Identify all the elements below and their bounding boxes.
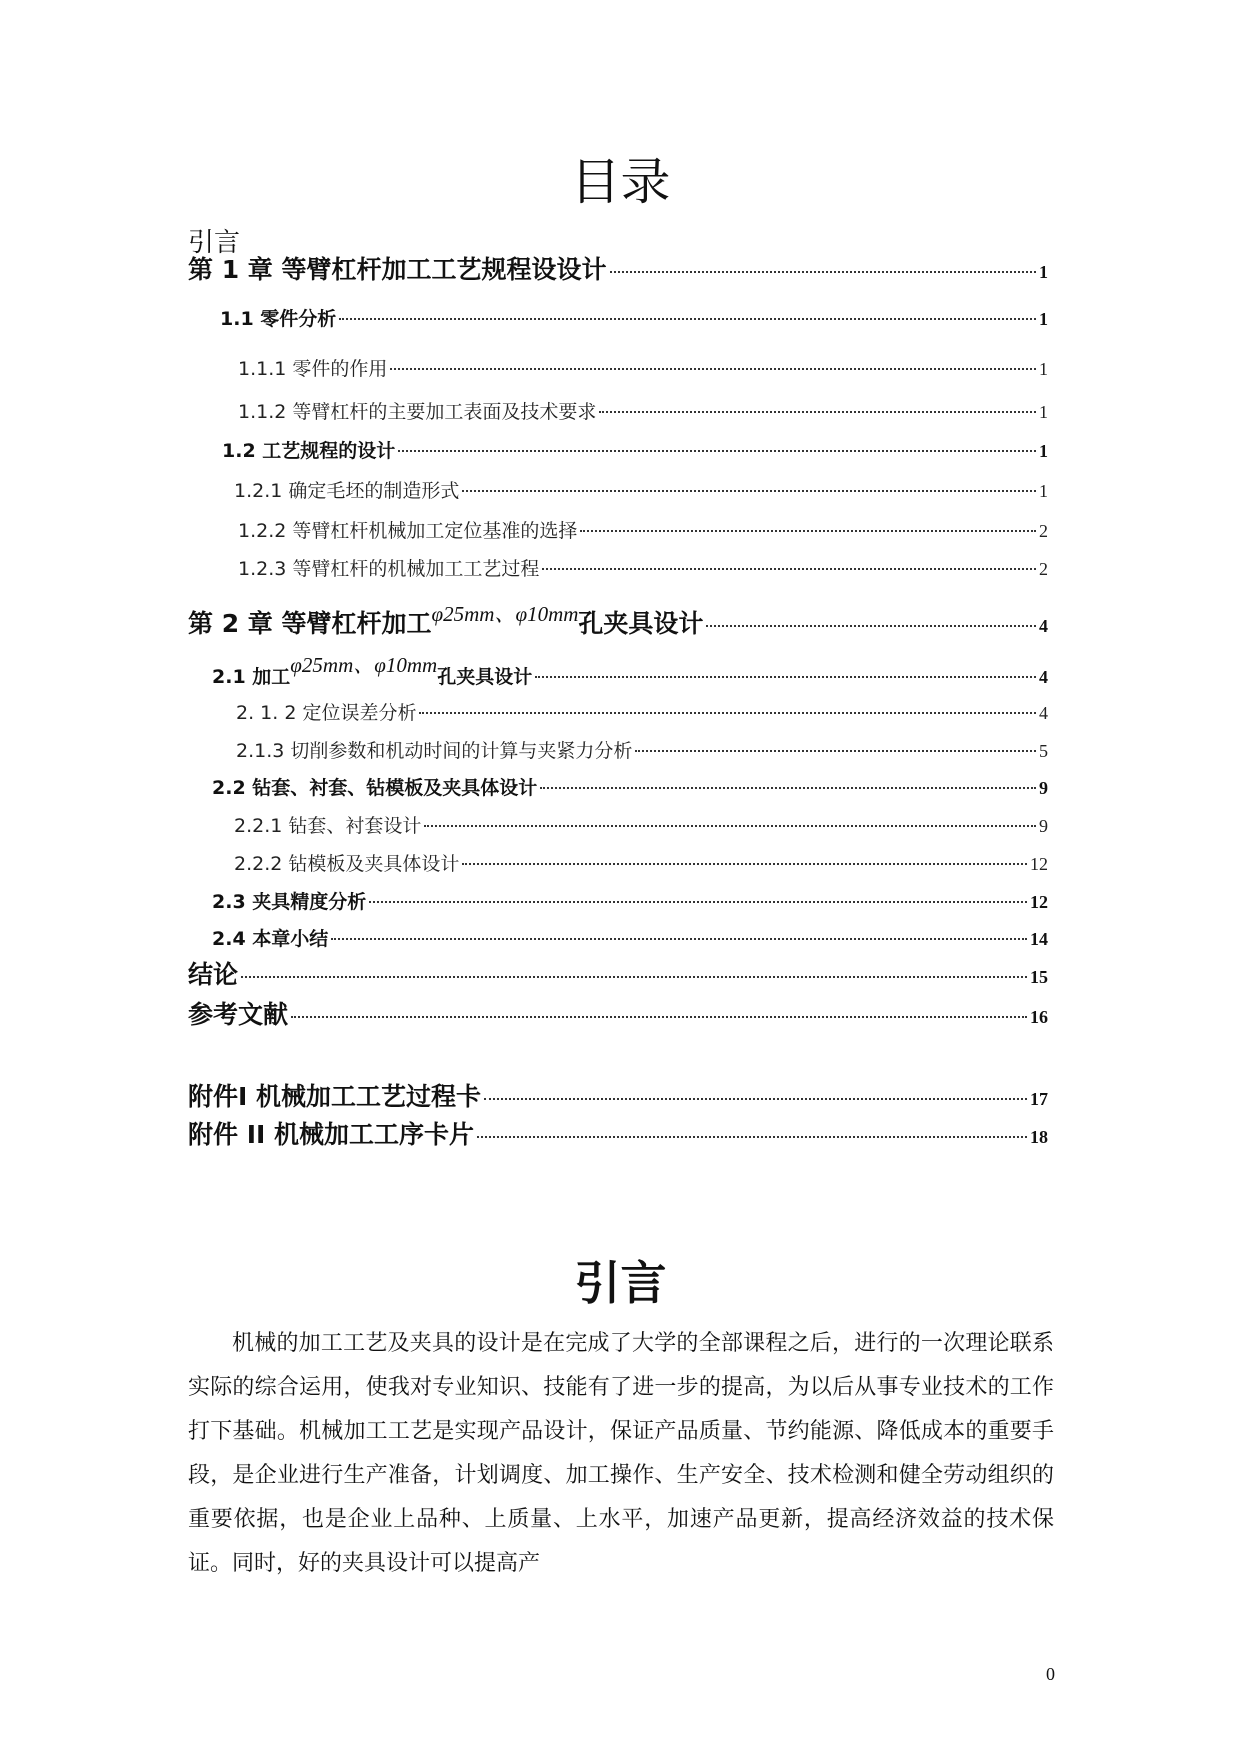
dot-leader (484, 1098, 1027, 1100)
dot-leader (610, 271, 1036, 273)
toc-entry-page: 2 (1039, 559, 1048, 579)
dot-leader (331, 938, 1027, 940)
toc-entry-page: 4 (1039, 667, 1048, 687)
toc-entry-label: 1.1.1 零件的作用 (238, 358, 388, 380)
dot-leader (390, 368, 1036, 370)
toc-entry-2-1[interactable] (212, 653, 1048, 690)
dot-leader (477, 1136, 1027, 1138)
toc-entry-label: 附件 II 机械加工工序卡片 (188, 1120, 475, 1149)
toc-entry-label: 2.1.3 切削参数和机动时间的计算与夹紧力分析 (236, 740, 633, 762)
toc-entry-page: 12 (1030, 854, 1048, 874)
toc-entry-page: 17 (1030, 1089, 1048, 1109)
toc-entry-appendix-1[interactable] (188, 1077, 1048, 1113)
toc-entry-1-1[interactable] (220, 304, 1048, 331)
toc-entry-label: 1.2.2 等臂杠杆机械加工定位基准的选择 (238, 520, 578, 542)
toc-intro-label: 引言 (188, 228, 241, 258)
toc-entry-label: 1.1 零件分析 (220, 308, 337, 330)
page-number: 0 (1046, 1664, 1055, 1684)
toc-entry-2-3[interactable] (212, 887, 1048, 914)
toc-entry-label: 第 1 章 等臂杠杆加工工艺规程设设计 (188, 255, 607, 284)
toc-entry-1-1-1[interactable] (238, 354, 1048, 381)
toc-entry-label: 1.2.3 等臂杠杆的机械加工工艺过程 (238, 558, 540, 580)
toc-entry-page: 15 (1030, 967, 1048, 987)
toc-entry-page: 9 (1039, 816, 1048, 836)
dot-leader (462, 490, 1036, 492)
toc-entry-1-2-1[interactable] (234, 476, 1048, 503)
toc-entry-label: 2.3 夹具精度分析 (212, 891, 367, 913)
toc-entry-1-2-3[interactable] (238, 554, 1048, 581)
toc-entry-2-4[interactable] (212, 924, 1048, 951)
dot-leader (419, 712, 1036, 714)
toc-entry-label: 1.1.2 等臂杠杆的主要加工表面及技术要求 (238, 401, 597, 423)
toc-entry-page: 1 (1039, 309, 1048, 329)
toc-entry-label-before: 2.1 加工 (212, 666, 291, 688)
toc-entry-page: 14 (1030, 929, 1048, 949)
dot-leader (339, 318, 1036, 320)
dot-leader (706, 625, 1036, 627)
toc-entry-page: 1 (1039, 402, 1048, 422)
dot-leader (635, 750, 1036, 752)
toc-entry-page: 9 (1039, 778, 1048, 798)
toc-entry-label (188, 604, 703, 640)
toc-entry-page: 1 (1039, 359, 1048, 379)
toc-entry-page: 1 (1039, 262, 1048, 282)
toc-entry-references[interactable] (188, 995, 1048, 1031)
toc-entry-label: 附件Ⅰ 机械加工工艺过程卡 (188, 1082, 482, 1111)
toc-entry-page: 4 (1039, 703, 1048, 723)
toc-entry-page: 18 (1030, 1127, 1048, 1147)
toc-entry-label: 2.2.1 钻套、衬套设计 (234, 815, 422, 837)
toc-entry-page: 1 (1039, 481, 1048, 501)
toc-entry-label: 1.2 工艺规程的设计 (222, 440, 396, 462)
toc-entry-2-2[interactable] (212, 773, 1048, 800)
toc-entry-label-before: 第 2 章 等臂杠杆加工 (188, 609, 432, 638)
toc-entry-2-2-1[interactable] (234, 811, 1048, 838)
diameter-formula: φ25mm、φ10mm (290, 653, 438, 677)
toc-entry-2-1-3[interactable] (236, 736, 1048, 763)
toc-entry-page: 16 (1030, 1007, 1048, 1027)
toc-entry-label-after: 孔夹具设计 (578, 609, 704, 638)
dot-leader (398, 450, 1036, 452)
dot-leader (542, 568, 1036, 570)
dot-leader (540, 787, 1036, 789)
toc-entry-label: 2.2 钻套、衬套、钻模板及夹具体设计 (212, 777, 538, 799)
dot-leader (580, 530, 1036, 532)
dot-leader (241, 976, 1027, 978)
toc-entry-page: 4 (1039, 616, 1048, 636)
toc-entry-conclusion[interactable] (188, 955, 1048, 991)
toc-entry-chapter-1[interactable] (188, 250, 1048, 286)
toc-entry-page: 1 (1039, 441, 1048, 461)
toc-title: 目录 (570, 153, 671, 211)
toc-entry-label: 结论 (188, 960, 239, 989)
dot-leader (535, 676, 1036, 678)
toc-entry-label: 1.2.1 确定毛坯的制造形式 (234, 480, 460, 502)
dot-leader (424, 825, 1036, 827)
dot-leader (369, 901, 1027, 903)
toc-entry-label-after: 孔夹具设计 (437, 666, 533, 688)
dot-leader (462, 863, 1027, 865)
toc-entry-page: 2 (1039, 521, 1048, 541)
toc-entry-appendix-2[interactable] (188, 1115, 1048, 1151)
toc-entry-1-1-2[interactable] (238, 397, 1048, 424)
toc-entry-chapter-2[interactable] (188, 604, 1048, 640)
dot-leader (599, 411, 1036, 413)
toc-entry-page: 12 (1030, 892, 1048, 912)
intro-paragraph: 机械的加工工艺及夹具的设计是在完成了大学的全部课程之后，进行的一次理论联系实际的综合运用，使我对专业知识、技能有了进一步的提高，为以后从事专业技术的工作打下基础。机械加工工艺是实现产品设计，保证产品质量、节约能源、降低成本的重要手段，是企业进行生产准备，计划调度、加工操作、生产安全、技术检测和健全劳动组织的重要依据，也是企业上品种、上质量、上水平，加速产品更新，提高经济效益的技术保证。同时，好的夹具设计可以提高产 (188, 1331, 1054, 1576)
toc-entry-2-2-2[interactable] (234, 849, 1048, 876)
diameter-formula: φ25mm、φ10mm (431, 602, 579, 626)
toc-entry-1-2-2[interactable] (238, 516, 1048, 543)
toc-entry-label: 2.4 本章小结 (212, 928, 329, 950)
toc-entry-label: 参考文献 (188, 1000, 289, 1029)
toc-entry-label: 2.2.2 钻模板及夹具体设计 (234, 853, 460, 875)
toc-entry-label (212, 653, 533, 690)
toc-entry-page: 5 (1039, 741, 1048, 761)
dot-leader (291, 1016, 1027, 1018)
toc-entry-2-1-2[interactable] (236, 698, 1048, 725)
toc-entry-1-2[interactable] (222, 436, 1048, 463)
toc-entry-label: 2. 1. 2 定位误差分析 (236, 702, 417, 724)
intro-title: 引言 (574, 1256, 667, 1310)
